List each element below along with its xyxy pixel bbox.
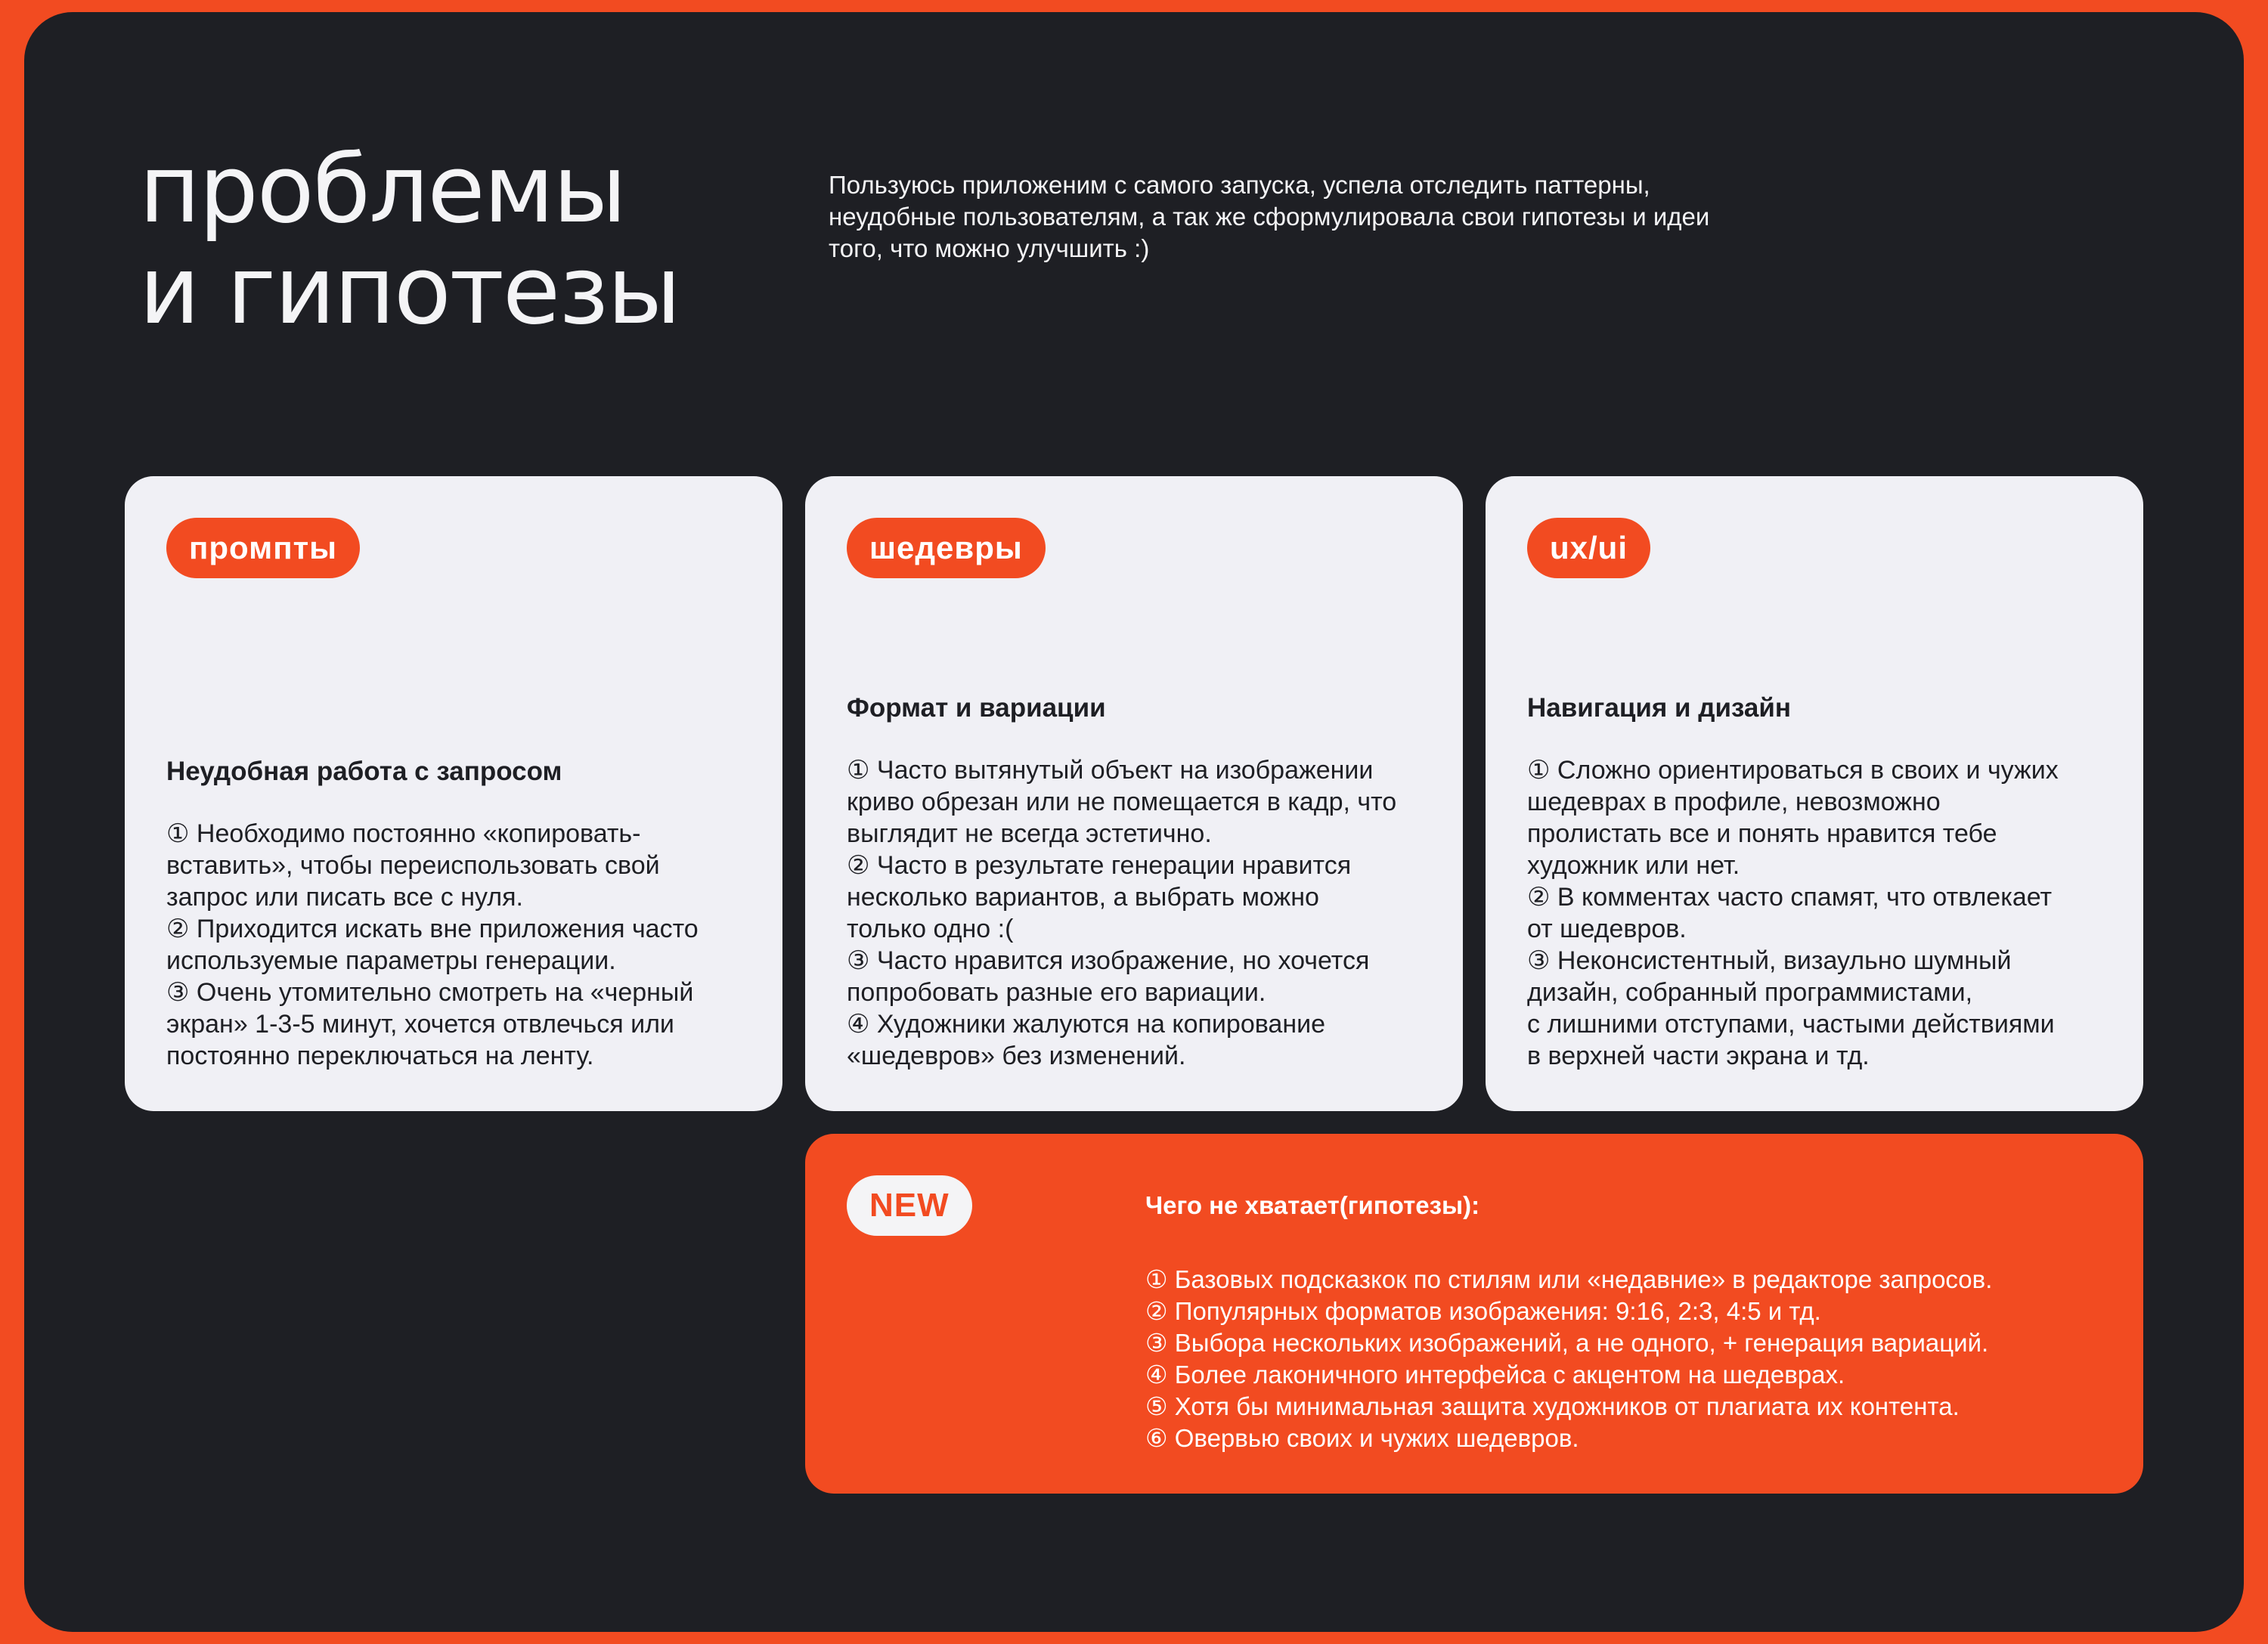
page-title-line: и гипотезы xyxy=(139,237,680,345)
card-text-line: ④ Художники жалуются на копирование xyxy=(847,1010,1326,1039)
card-text xyxy=(847,754,1433,1072)
hypothesis-item: ② Популярных форматов изображения: 9:16, 2:3, 4:5 и тд. xyxy=(1145,1297,1821,1325)
card-text-line: ① Часто вытянутый объект на изображении xyxy=(847,756,1374,785)
card-text-line: только одно :( xyxy=(847,915,1014,943)
card-text-line: пролистать все и понять нравится тебе xyxy=(1527,819,1997,848)
new-badge: NEW xyxy=(847,1175,972,1236)
card-text-line: от шедевров. xyxy=(1527,915,1687,943)
card-heading: Навигация и дизайн xyxy=(1527,693,1792,723)
card-text-line: криво обрезан или не помещается в кадр, что xyxy=(847,788,1397,816)
intro-line: того, что можно улучшить :) xyxy=(829,234,1150,262)
card-text-line: ② Приходится искать вне приложения часто xyxy=(166,915,699,943)
card-text xyxy=(1527,754,2113,1072)
card-text-line: ③ Часто нравится изображение, но хочется xyxy=(847,946,1370,975)
card-text-line: в верхней части экрана и тд. xyxy=(1527,1042,1870,1070)
card-text-line: дизайн, собранный программистами, xyxy=(1527,978,1973,1007)
card-text-line: вставить», чтобы переиспользовать свой xyxy=(166,851,660,880)
card-text-line: ③ Очень утомительно смотреть на «черный xyxy=(166,978,694,1007)
hypotheses-heading: Чего не хватает(гипотезы): xyxy=(1145,1191,1480,1219)
card-text-line: запрос или писать все с нуля. xyxy=(166,883,523,912)
card-text-line: используемые параметры генерации. xyxy=(166,946,616,975)
card-heading: Неудобная работа с запросом xyxy=(166,757,562,786)
intro-line: Пользуюсь приложеним с самого запуска, успела отследить паттерны, xyxy=(829,171,1650,199)
card-prompts xyxy=(125,476,782,1111)
hypothesis-item: ④ Более лаконичного интерфейса с акцентом на шедеврах. xyxy=(1145,1361,1845,1389)
card-text-line: попробовать разные его вариации. xyxy=(847,978,1266,1007)
tag-masterpieces: шедевры xyxy=(847,518,1046,578)
card-text xyxy=(166,818,752,1072)
tag-ux-ui: ux/ui xyxy=(1527,518,1650,578)
card-text-line: несколько вариантов, а выбрать можно xyxy=(847,883,1319,912)
card-text-line: ③ Неконсистентный, визаульно шумный xyxy=(1527,946,2012,975)
card-body xyxy=(1527,692,2113,1072)
intro-text xyxy=(829,169,1872,265)
hypotheses-list xyxy=(1145,1264,1992,1454)
hypothesis-item: ⑤ Хотя бы минимальная защита художников от плагиата их контента. xyxy=(1145,1392,1960,1420)
card-text-line: постоянно переключаться на ленту. xyxy=(166,1042,594,1070)
page-title-line: проблемы xyxy=(139,135,626,244)
card-masterpieces xyxy=(805,476,1463,1111)
intro-line: неудобные пользователям, а так же сформулировала свои гипотезы и идеи xyxy=(829,203,1710,231)
card-text-line: ② Часто в результате генерации нравится xyxy=(847,851,1352,880)
card-ux-ui xyxy=(1486,476,2143,1111)
hypotheses-panel xyxy=(805,1134,2143,1494)
card-text-line: ② В комментах часто спамят, что отвлекает xyxy=(1527,883,2053,912)
card-text-line: художник или нет. xyxy=(1527,851,1740,880)
card-text-line: «шедевров» без изменений. xyxy=(847,1042,1186,1070)
hypothesis-item: ⑥ Овервью своих и чужих шедевров. xyxy=(1145,1424,1579,1452)
card-text-line: шедеврах в профиле, невозможно xyxy=(1527,788,1941,816)
card-text-line: ① Сложно ориентироваться в своих и чужих xyxy=(1527,756,2059,785)
hypothesis-item: ① Базовых подсказкок по стилям или «недавние» в редакторе запросов. xyxy=(1145,1265,1993,1293)
card-text-line: выглядит не всегда эстетично. xyxy=(847,819,1212,848)
tag-prompts: промпты xyxy=(166,518,360,578)
hypothesis-item: ③ Выбора нескольких изображений, а не одного, + генерация вариаций. xyxy=(1145,1329,1989,1357)
page-title xyxy=(139,135,680,345)
card-heading: Формат и вариации xyxy=(847,693,1106,723)
card-body xyxy=(166,756,752,1072)
card-body xyxy=(847,692,1433,1072)
card-text-line: экран» 1-3-5 минут, хочется отвлечься или xyxy=(166,1010,674,1039)
card-text-line: ① Необходимо постоянно «копировать- xyxy=(166,819,641,848)
card-text-line: с лишними отступами, частыми действиями xyxy=(1527,1010,2055,1039)
